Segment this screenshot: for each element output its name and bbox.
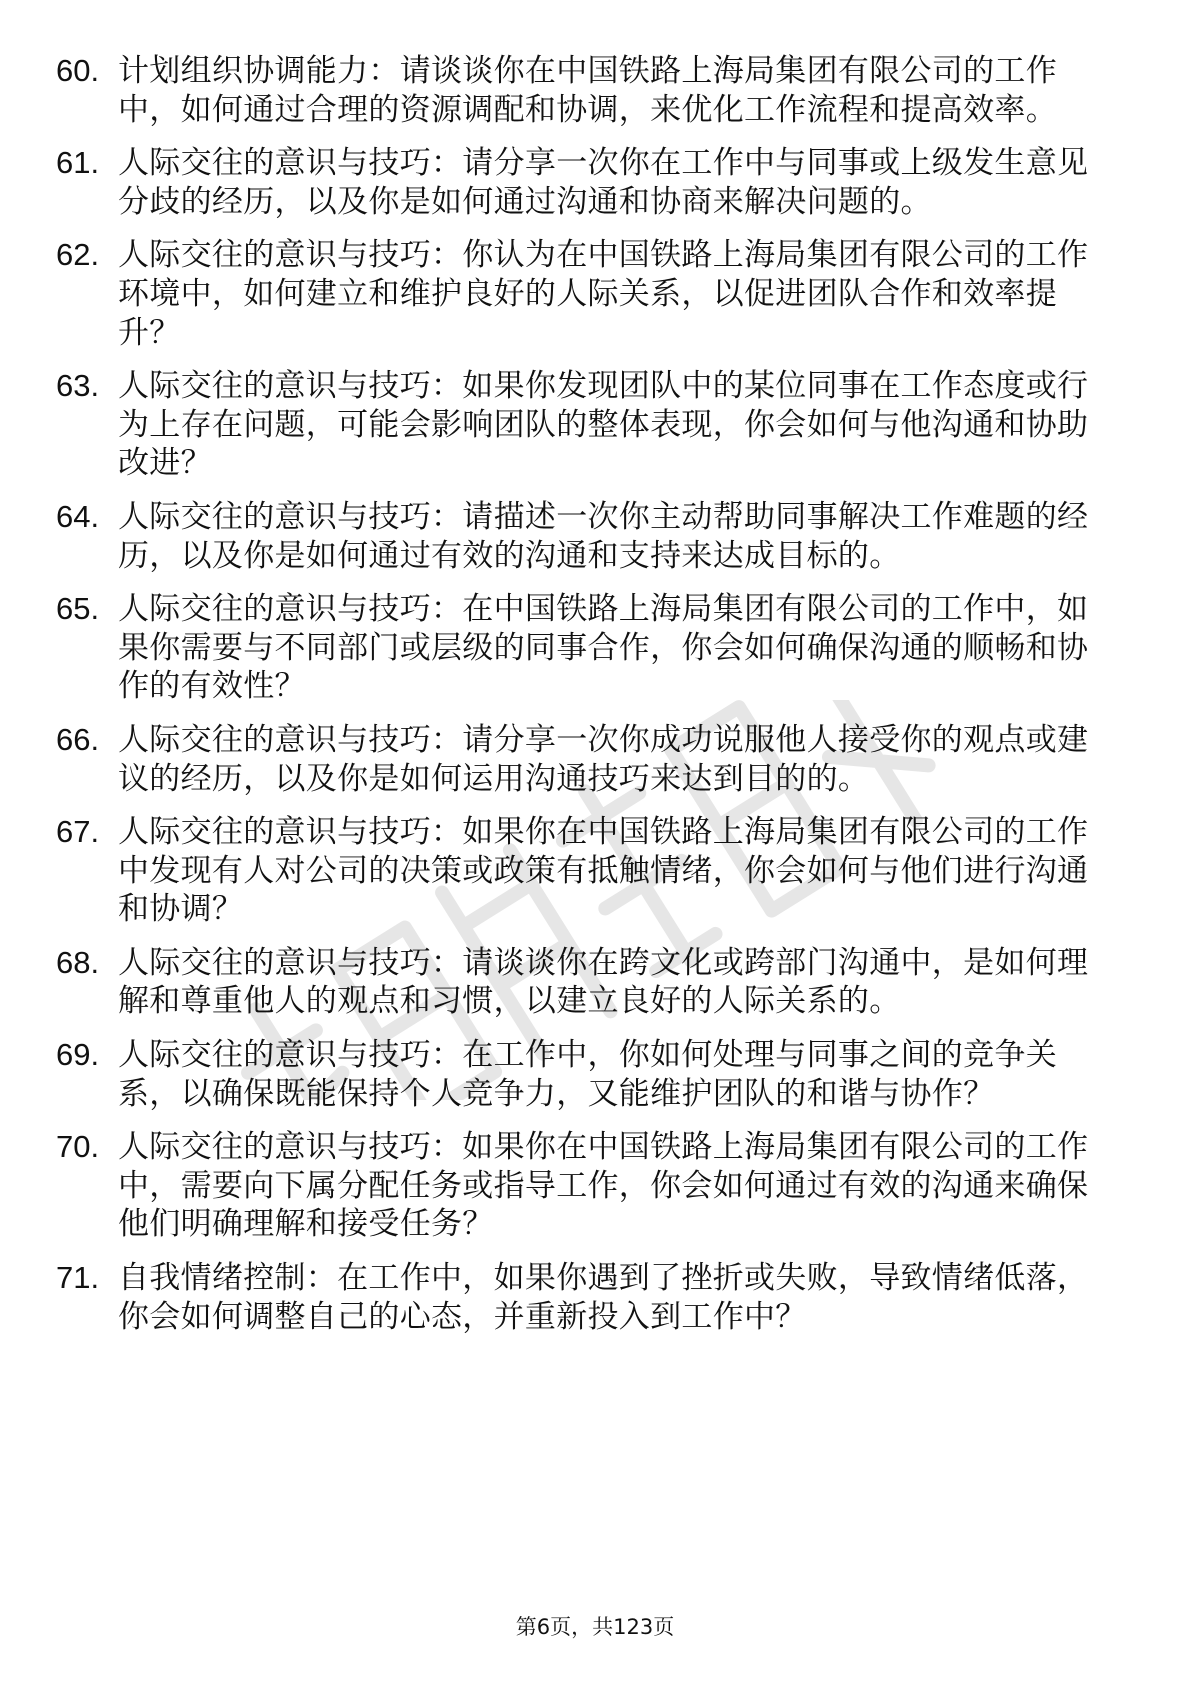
question-item [56, 590, 1114, 706]
question-number: 67. [56, 814, 100, 850]
question-text: 人际交往的意识与技巧：如果你在中国铁路上海局集团有限公司的工作中发现有人对公司的决策或政策有抵触情绪，你会如何与他们进行沟通和协调？ [118, 814, 1089, 928]
question-text: 人际交往的意识与技巧：请描述一次你主动帮助同事解决工作难题的经历，以及你是如何通过有效的沟通和支持来达成目标的。 [118, 498, 1089, 574]
question-item [56, 52, 1114, 129]
question-item [56, 813, 1114, 929]
question-item [56, 1259, 1114, 1336]
question-number: 69. [56, 1037, 100, 1073]
question-number: 65. [56, 591, 100, 627]
question-number: 71. [56, 1260, 100, 1296]
question-item [56, 1128, 1114, 1244]
question-number: 66. [56, 721, 100, 757]
question-number: 63. [56, 368, 100, 404]
page-footer [0, 1614, 1190, 1640]
question-text: 人际交往的意识与技巧：请分享一次你成功说服他人接受你的观点或建议的经历，以及你是如何运用沟通技巧来达到目的的。 [118, 721, 1089, 797]
page-number-label: 第6页，共123页 [515, 1615, 675, 1639]
question-number: 64. [56, 498, 100, 534]
question-item [56, 144, 1114, 221]
question-text: 自我情绪控制：在工作中，如果你遇到了挫折或失败，导致情绪低落，你会如何调整自己的心态，并重新投入到工作中？ [118, 1260, 1089, 1335]
question-number: 70. [56, 1129, 100, 1165]
question-item [56, 367, 1114, 483]
question-item [56, 1036, 1114, 1113]
question-item [56, 721, 1114, 798]
question-number: 60. [56, 53, 100, 88]
question-text: 人际交往的意识与技巧：在中国铁路上海局集团有限公司的工作中，如果你需要与不同部门或层级的同事合作，你会如何确保沟通的顺畅和协作的有效性？ [118, 591, 1089, 705]
question-text: 人际交往的意识与技巧：如果你在中国铁路上海局集团有限公司的工作中，需要向下属分配任务或指导工作，你会如何通过有效的沟通来确保他们明确理解和接受任务？ [118, 1129, 1089, 1243]
question-text: 人际交往的意识与技巧：请分享一次你在工作中与同事或上级发生意见分歧的经历，以及你是如何通过沟通和协商来解决问题的。 [118, 145, 1089, 220]
question-text: 人际交往的意识与技巧：你认为在中国铁路上海局集团有限公司的工作环境中，如何建立和维护良好的人际关系，以促进团队合作和效率提升？ [118, 237, 1089, 351]
question-item [56, 944, 1114, 1021]
question-text: 人际交往的意识与技巧：如果你发现团队中的某位同事在工作态度或行为上存在问题，可能会影响团队的整体表现，你会如何与他沟通和协助改进？ [118, 368, 1089, 482]
question-list [56, 52, 1114, 1351]
question-text: 人际交往的意识与技巧：请谈谈你在跨文化或跨部门沟通中，是如何理解和尊重他人的观点和习惯，以建立良好的人际关系的。 [118, 944, 1089, 1020]
question-item [56, 498, 1114, 575]
question-number: 68. [56, 944, 100, 980]
question-text: 人际交往的意识与技巧：在工作中，你如何处理与同事之间的竞争关系，以确保既能保持个人竞争力，又能维护团队的和谐与协作？ [118, 1037, 1057, 1112]
question-number: 61. [56, 145, 100, 181]
question-item [56, 236, 1114, 352]
question-text: 计划组织协调能力：请谈谈你在中国铁路上海局集团有限公司的工作中，如何通过合理的资源调配和协调，来优化工作流程和提高效率。 [118, 53, 1057, 128]
question-number: 62. [56, 237, 100, 273]
